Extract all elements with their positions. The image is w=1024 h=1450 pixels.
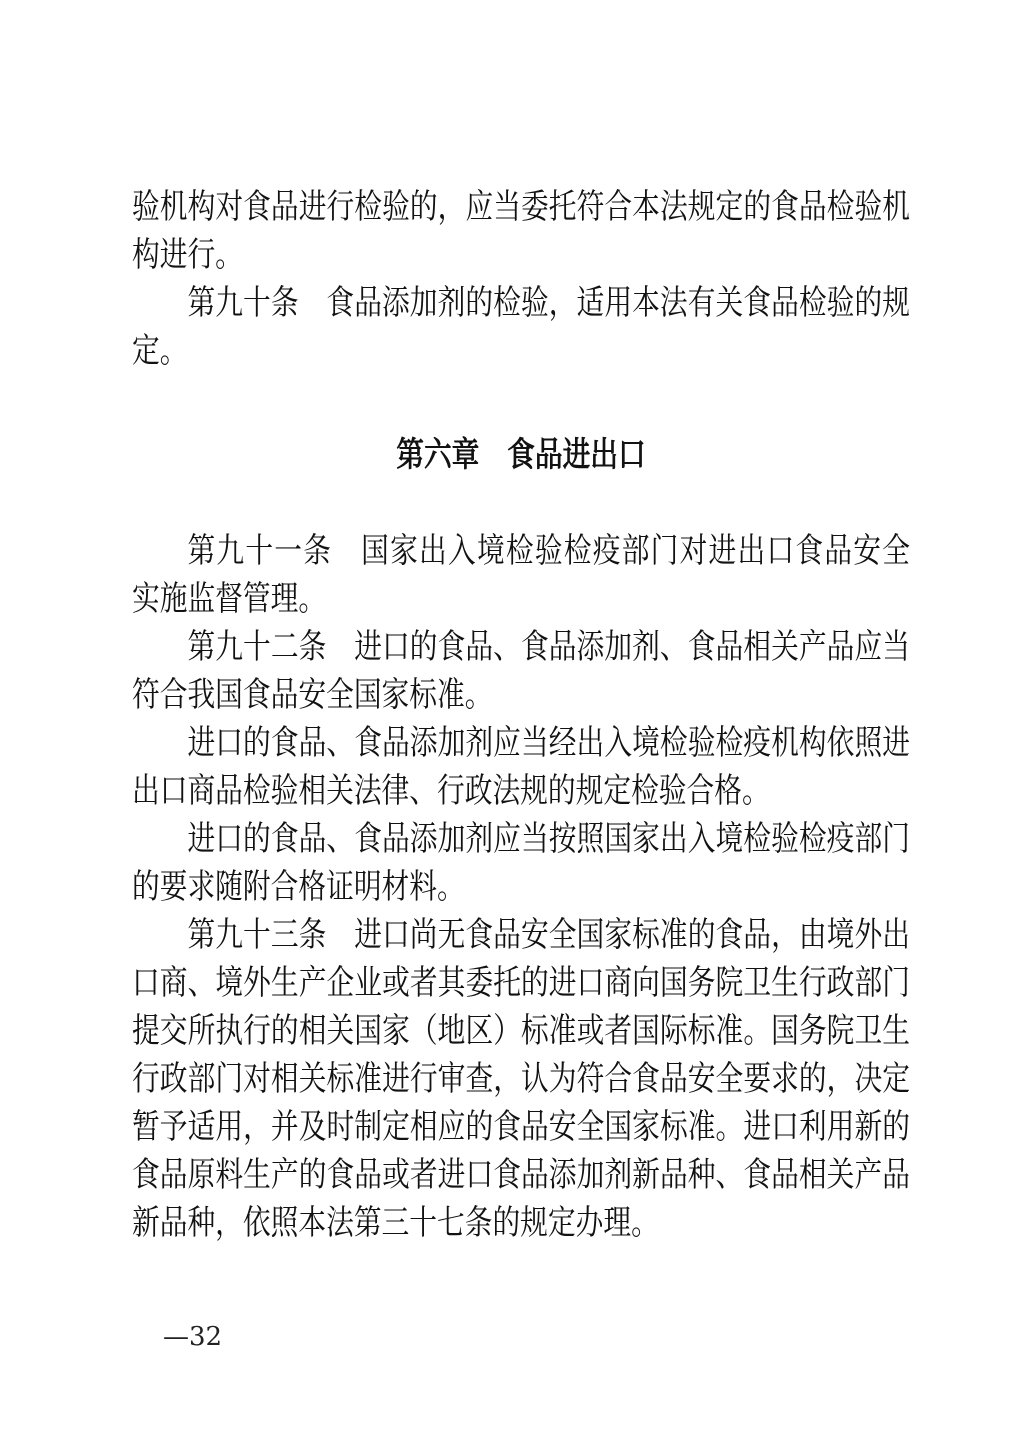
article-93-line: 提交所执行的相关国家（地区）标准或者国际标准。国务院卫生: [132, 1012, 910, 1050]
chapter-heading: 第六章 食品进出口: [396, 436, 646, 474]
article-93-line: 第九十三条 进口尚无食品安全国家标准的食品，由境外出: [187, 916, 910, 954]
article-93-line: 食品原料生产的食品或者进口食品添加剂新品种、食品相关产品: [132, 1156, 910, 1194]
page-number: —32: [163, 1322, 223, 1352]
article-92-line: 进口的食品、食品添加剂应当经出入境检验检疫机构依照进: [187, 724, 910, 762]
body-line: 构进行。: [132, 236, 243, 274]
article-93-line: 新品种，依照本法第三十七条的规定办理。: [132, 1204, 659, 1242]
article-90-line: 第九十条 食品添加剂的检验，适用本法有关食品检验的规: [187, 284, 910, 322]
article-93-line: 暂予适用，并及时制定相应的食品安全国家标准。进口利用新的: [132, 1108, 910, 1146]
article-93-line: 行政部门对相关标准进行审查，认为符合食品安全要求的，决定: [132, 1060, 910, 1098]
article-93-line: 口商、境外生产企业或者其委托的进口商向国务院卫生行政部门: [132, 964, 910, 1002]
article-92-line: 出口商品检验相关法律、行政法规的规定检验合格。: [132, 772, 770, 810]
article-91-line: 实施监督管理。: [132, 580, 327, 618]
article-92-line: 符合我国食品安全国家标准。: [132, 676, 493, 714]
article-90-line: 定。: [132, 332, 188, 370]
body-line: 验机构对食品进行检验的，应当委托符合本法规定的食品检验机: [132, 188, 910, 226]
article-91-line: 第九十一条 国家出入境检验检疫部门对进出口食品安全: [187, 532, 910, 570]
article-92-line: 进口的食品、食品添加剂应当按照国家出入境检验检疫部门: [187, 820, 910, 858]
article-92-line: 第九十二条 进口的食品、食品添加剂、食品相关产品应当: [187, 628, 910, 666]
article-92-line: 的要求随附合格证明材料。: [132, 868, 465, 906]
document-body: [132, 183, 910, 1247]
